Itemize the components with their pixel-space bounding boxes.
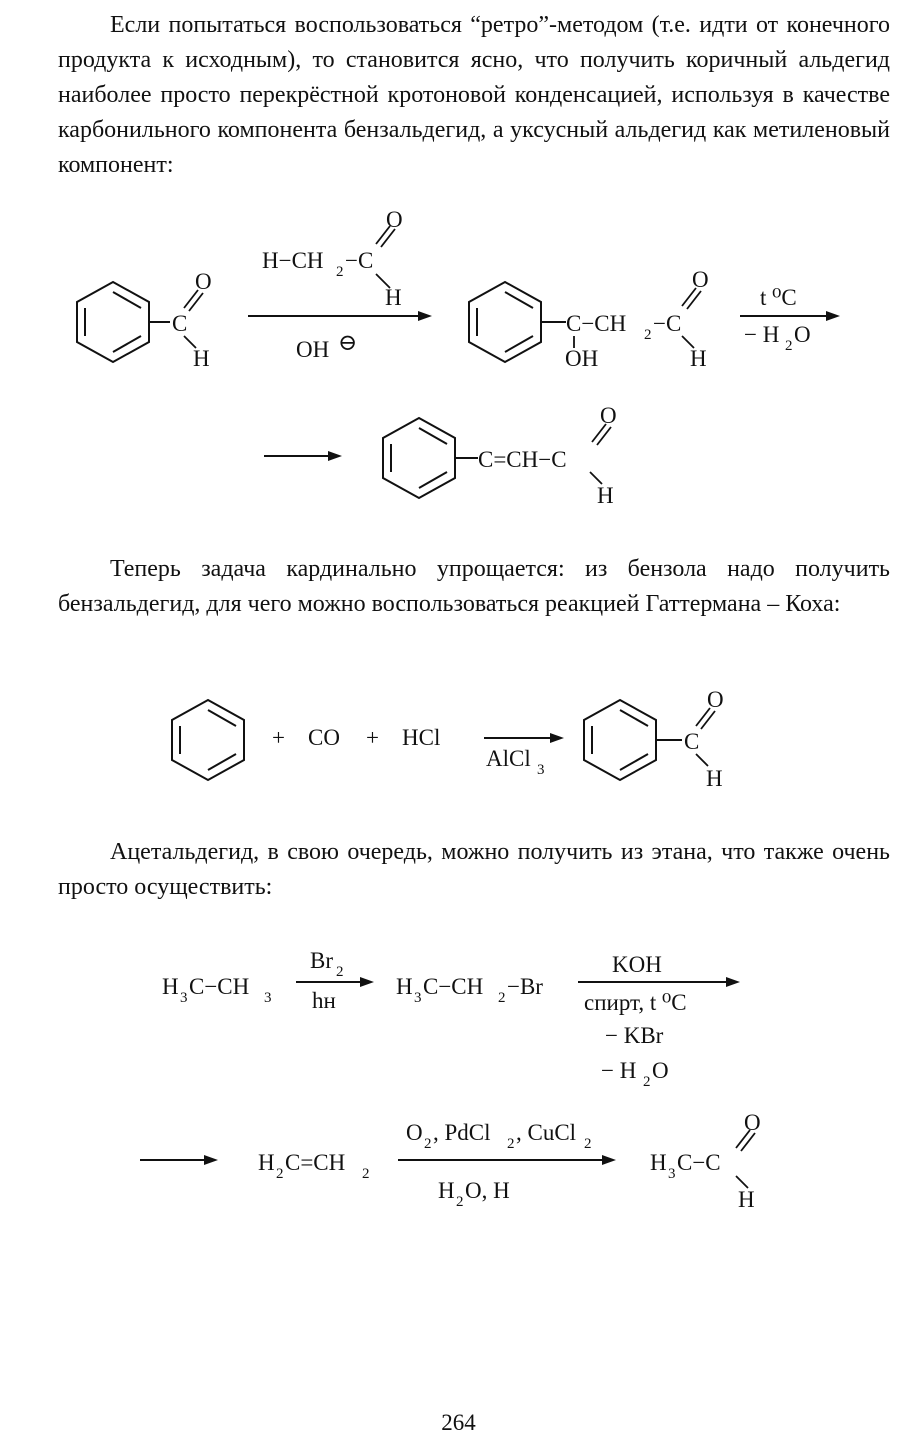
intermediate-chain: C−CH — [566, 311, 627, 336]
paragraph-2: Теперь задача кардинально упрощается: из бензола надо получить бензальдегид, для чего можно воспользоваться реакцией Гаттермана – Коха: — [58, 556, 890, 617]
subscript: 2 — [644, 327, 652, 343]
svg-text:H: H — [650, 1150, 667, 1175]
paragraph-1: Если попытаться воспользоваться “ретро”-методом (т.е. идти от конечного продукта к исходным), то становится ясно, что получить коричный альдегид наиболее просто перекрёстной кротоновой конденсацией, используя в качестве карбонильного компонента бензальдегид, а уксусный альдегид как метиленовый компонент: — [58, 12, 890, 178]
atom-o: O — [386, 207, 403, 232]
condition-heat: t ⁰C — [760, 285, 797, 310]
ethene — [258, 1150, 370, 1182]
atom-o: O — [600, 403, 617, 428]
atom-c: C — [684, 729, 700, 754]
catalyst-oh: OH — [296, 337, 330, 362]
svg-text:C−CH: C−CH — [189, 974, 250, 999]
product-chain: C=CH−C — [478, 447, 567, 472]
atom-h: H — [706, 766, 723, 791]
acetaldehyde — [650, 1110, 761, 1212]
ethane — [162, 974, 272, 1006]
minus-kbr: − KBr — [605, 1023, 664, 1048]
minus-water-prefix: − H — [601, 1058, 637, 1083]
svg-text:2: 2 — [498, 990, 506, 1006]
svg-text:2: 2 — [276, 1166, 284, 1182]
svg-text:H: H — [258, 1150, 275, 1175]
svg-text:3: 3 — [264, 990, 272, 1006]
subscript: 2 — [785, 338, 793, 354]
atom-o: O — [707, 687, 724, 712]
subscript: 2 — [584, 1136, 592, 1152]
svg-text:−Br: −Br — [507, 974, 543, 999]
reaction-arrow-wacker — [398, 1155, 616, 1165]
reagent-hcl: HCl — [402, 725, 441, 750]
subscript: 2 — [424, 1136, 432, 1152]
atom-h: H — [690, 346, 707, 371]
paragraph-3: Ацетальдегид, в свою очередь, можно получить из этана, что также очень просто осуществить: — [58, 839, 890, 900]
atom-oh: OH — [565, 346, 599, 371]
reagent-suffix: −C — [345, 248, 374, 273]
oxidant-pdcl2: , PdCl — [433, 1120, 491, 1145]
reagent-br2: Br — [310, 948, 333, 973]
svg-text:C−C: C−C — [677, 1150, 721, 1175]
atom-h: H — [385, 285, 402, 310]
svg-text:H: H — [162, 974, 179, 999]
subscript: 2 — [456, 1194, 464, 1210]
atom-c: C — [172, 311, 188, 336]
atom-h: H — [193, 346, 210, 371]
reaction-arrow-bromination — [296, 977, 374, 987]
oxidant-cucl2: , CuCl — [516, 1120, 577, 1145]
catalyst-alcl3: AlCl — [486, 746, 531, 771]
solvent-suffix: O, H — [465, 1178, 510, 1203]
subscript: 2 — [336, 964, 344, 980]
svg-text:H: H — [396, 974, 413, 999]
plus-sign: + — [366, 725, 379, 750]
atom-o: O — [195, 269, 212, 294]
reagent-prefix: H−CH — [262, 248, 324, 273]
plus-sign: + — [272, 725, 285, 750]
condition-light: hн — [312, 988, 336, 1013]
reaction-arrow-continue — [140, 1155, 218, 1165]
bromoethane — [396, 974, 543, 1006]
svg-text:3: 3 — [414, 990, 422, 1006]
subscript: 2 — [336, 264, 344, 280]
reaction-arrow-elimination — [578, 977, 740, 987]
solvent-prefix: H — [438, 1178, 455, 1203]
svg-text:2: 2 — [362, 1166, 370, 1182]
svg-text:C=CH: C=CH — [285, 1150, 346, 1175]
minus-charge: ⊖ — [338, 330, 358, 355]
reagent-co: CO — [308, 725, 340, 750]
subscript: 2 — [643, 1074, 651, 1090]
condition-water-prefix: − H — [744, 322, 780, 347]
minus-water-suffix: O — [652, 1058, 669, 1083]
condition-alcohol: спирт, t ⁰C — [584, 990, 687, 1015]
svg-text:3: 3 — [180, 990, 188, 1006]
oxidant-o2: O — [406, 1120, 423, 1145]
subscript: 3 — [537, 762, 545, 778]
svg-text:3: 3 — [668, 1166, 676, 1182]
atom-o: O — [744, 1110, 761, 1135]
condition-water-suffix: O — [794, 322, 811, 347]
intermediate-tail: −C — [653, 311, 682, 336]
reagent-koh: KOH — [612, 952, 662, 977]
subscript: 2 — [507, 1136, 515, 1152]
page-number: 264 — [441, 1410, 476, 1435]
svg-text:C−CH: C−CH — [423, 974, 484, 999]
atom-o: O — [692, 267, 709, 292]
atom-h: H — [738, 1187, 755, 1212]
atom-h: H — [597, 483, 614, 508]
